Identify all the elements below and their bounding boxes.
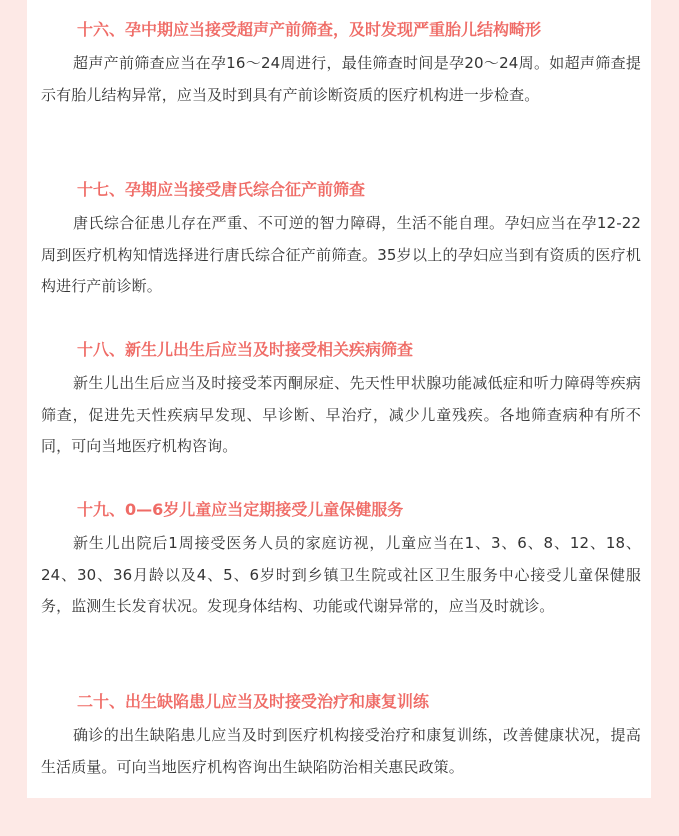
- section-20: [41, 690, 641, 783]
- section-heading: 十七、孕期应当接受唐氏综合征产前筛查: [77, 180, 366, 199]
- section-body: 新生儿出院后1周接受医务人员的家庭访视，儿童应当在1、3、6、8、12、18、24、30、36月龄以及4、5、6岁时到乡镇卫生院或社区卫生服务中心接受儿童保健服务，监测生长发育状况。发现身体结构、功能或代谢异常的，应当及时就诊。: [41, 534, 641, 615]
- section-19: [41, 498, 641, 623]
- section-body: 新生儿出生后应当及时接受苯丙酮尿症、先天性甲状腺功能减低症和听力障碍等疾病筛查，促进先天性疾病早发现、早诊断、早治疗，减少儿童残疾。各地筛查病种有所不同，可向当地医疗机构咨询。: [41, 374, 641, 455]
- section-heading: 十六、孕中期应当接受超声产前筛查，及时发现严重胎儿结构畸形: [77, 20, 542, 39]
- article-card: [27, 0, 651, 798]
- section-16: [41, 18, 641, 111]
- section-heading: 二十、出生缺陷患儿应当及时接受治疗和康复训练: [77, 692, 430, 711]
- section-heading: 十八、新生儿出生后应当及时接受相关疾病筛查: [77, 340, 414, 359]
- section-body: 唐氏综合征患儿存在严重、不可逆的智力障碍，生活不能自理。孕妇应当在孕12-22周到医疗机构知情选择进行唐氏综合征产前筛查。35岁以上的孕妇应当到有资质的医疗机构进行产前诊断。: [41, 214, 641, 295]
- section-body: 确诊的出生缺陷患儿应当及时到医疗机构接受治疗和康复训练，改善健康状况，提高生活质量。可向当地医疗机构咨询出生缺陷防治相关惠民政策。: [41, 726, 641, 776]
- section-body: 超声产前筛查应当在孕16～24周进行，最佳筛查时间是孕20～24周。如超声筛查提示有胎儿结构异常，应当及时到具有产前诊断资质的医疗机构进一步检查。: [41, 54, 641, 104]
- section-17: [41, 178, 641, 303]
- section-heading: 十九、0—6岁儿童应当定期接受儿童保健服务: [77, 500, 404, 519]
- section-18: [41, 338, 641, 463]
